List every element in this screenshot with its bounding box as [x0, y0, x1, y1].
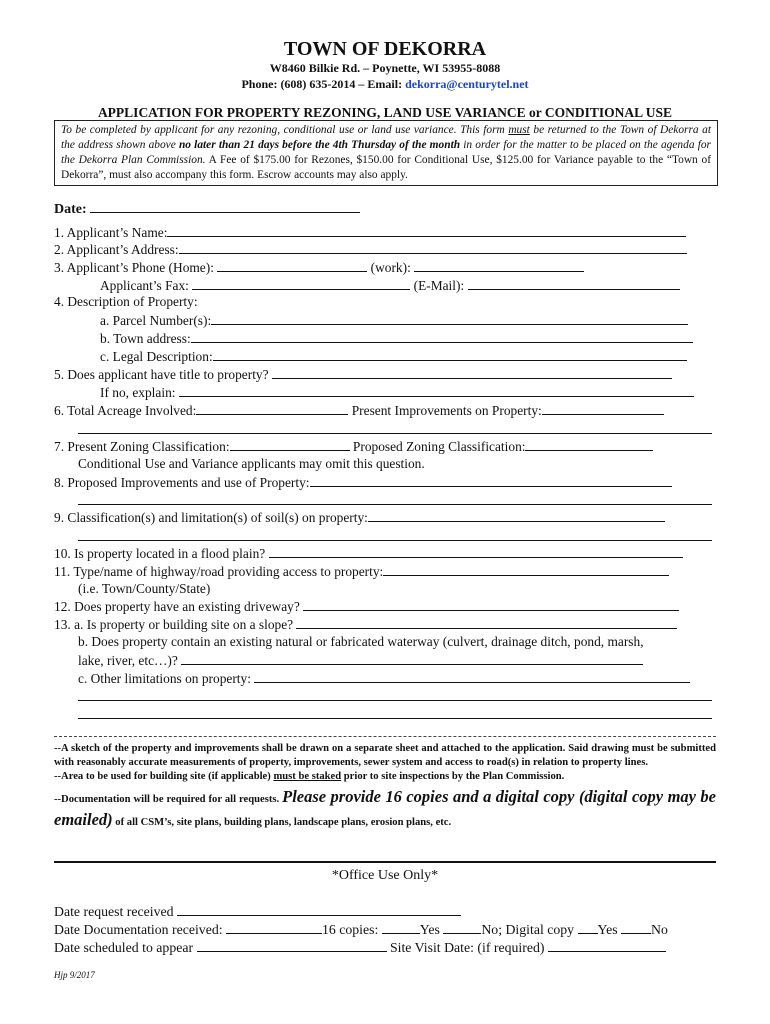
other-limitations-line-2[interactable] [78, 699, 712, 701]
email-field-blank[interactable] [468, 276, 680, 290]
title-explain-blank[interactable] [179, 383, 694, 397]
other-limitations-label: c. Other limitations on property: [78, 671, 251, 686]
intro-text-1: To be completed by applicant for any rezoning, conditional use or land use variance. This form [61, 124, 509, 136]
town-contact [0, 77, 770, 92]
town-address: W8460 Bilkie Rd. – Poynette, WI 53955-8088 [269, 61, 501, 75]
field-applicant-fax [100, 276, 680, 294]
phone-home-label: 3. Applicant’s Phone (Home): [54, 260, 214, 275]
soil-label: 9. Classification(s) and limitation(s) of soil(s) on property: [54, 510, 368, 525]
digital-copy-label: No; Digital copy [481, 922, 575, 937]
slope-blank[interactable] [296, 615, 677, 629]
field-date-scheduled [54, 938, 666, 956]
copies-label: 16 copies: [322, 922, 379, 937]
field-flood-plain [54, 544, 683, 562]
documentation-text-2: of all CSM’s, site plans, building plans, landscape plans, erosion plans, etc. [112, 817, 452, 828]
soil-extra-line[interactable] [78, 539, 712, 541]
proposed-improvements-blank[interactable] [310, 473, 672, 487]
site-visit-blank[interactable] [548, 938, 666, 952]
parcel-blank[interactable] [211, 311, 688, 325]
fax-blank[interactable] [192, 276, 410, 290]
staking-text-2: prior to site inspections by the Plan Commission. [341, 771, 565, 782]
soil-blank[interactable] [368, 508, 665, 522]
staking-note [54, 770, 716, 784]
field-applicant-name [54, 223, 686, 241]
waterway-blank[interactable] [181, 651, 643, 665]
site-visit-label: Site Visit Date: (if required) [389, 940, 545, 955]
slope-label: 13. a. Is property or building site on a slope? [54, 617, 294, 632]
parcel-label: a. Parcel Number(s): [100, 313, 212, 328]
town-title: TOWN OF DEKORRA [283, 38, 487, 60]
improvements-extra-line[interactable] [78, 432, 712, 434]
field-acreage [54, 401, 664, 419]
field-proposed-improvements [54, 473, 672, 491]
digital-yes-blank[interactable] [578, 920, 598, 934]
date-scheduled-label: Date scheduled to appear [54, 940, 194, 955]
form-title: APPLICATION FOR PROPERTY REZONING, LAND USE VARIANCE or CONDITIONAL USE [97, 105, 673, 120]
digital-no-blank[interactable] [621, 920, 651, 934]
intro-text-2: be returned to the Town of Dekorra at the address shown above [61, 124, 711, 151]
applicant-name-blank[interactable] [167, 223, 686, 237]
revision-footer: Hjp 9/2017 [54, 970, 95, 980]
title-blank[interactable] [272, 365, 672, 379]
field-documentation-received [54, 920, 668, 938]
copies-no-blank[interactable] [443, 920, 481, 934]
intro-must: must [508, 124, 530, 136]
town-address-label: b. Town address: [100, 331, 191, 346]
requirements-notes [54, 736, 716, 833]
applicant-name-label: 1. Applicant’s Name: [54, 225, 168, 240]
email-link[interactable]: dekorra@centurytel.net [405, 77, 529, 91]
applicant-address-label: 2. Applicant’s Address: [54, 242, 179, 257]
acreage-blank[interactable] [196, 401, 348, 415]
field-waterway [78, 651, 643, 669]
applicant-address-blank[interactable] [179, 240, 687, 254]
proposed-zoning-label: Proposed Zoning Classification: [352, 439, 526, 454]
title-explain-label: If no, explain: [100, 385, 176, 400]
legal-description-label: c. Legal Description: [100, 349, 213, 364]
doc-received-blank[interactable] [226, 920, 322, 934]
proposed-improvements-extra-line[interactable] [78, 503, 712, 505]
email-field-label: (E-Mail): [413, 278, 465, 293]
documentation-note [54, 787, 716, 833]
office-divider [54, 861, 716, 863]
field-legal-description [100, 347, 687, 365]
waterway-question: b. Does property contain an existing natural or fabricated waterway (culvert, drainage ditch, pond, marsh, [78, 634, 644, 649]
digital-yes-label: Yes [597, 922, 618, 937]
office-use-heading: *Office Use Only* [331, 868, 439, 883]
sketch-note: --A sketch of the property and improvements shall be drawn on a separate sheet and attached to the application. Said drawing must be submitted with reasonably accurate measurements of property, improvements, sewer system and access to road(s) in relation to property lines. [54, 743, 716, 768]
town-address-blank[interactable] [191, 329, 693, 343]
driveway-blank[interactable] [303, 597, 679, 611]
fax-label: Applicant’s Fax: [100, 278, 189, 293]
intro-fee-text: A Fee of $175.00 for Rezones, $150.00 for Conditional Use, $125.00 for Variance payable to the “Town of Dekorra”, must also accompany this form. Escrow accounts may also apply. [61, 154, 711, 181]
staking-must: must be staked [273, 771, 342, 782]
improvements-blank[interactable] [542, 401, 664, 415]
flood-plain-label: 10. Is property located in a flood plain? [54, 546, 266, 561]
field-driveway [54, 597, 679, 615]
doc-received-label: Date Documentation received: [54, 922, 223, 937]
flood-plain-blank[interactable] [269, 544, 683, 558]
field-property-description: 4. Description of Property: [54, 294, 198, 309]
present-zoning-blank[interactable] [230, 437, 350, 451]
phone-work-blank[interactable] [414, 258, 584, 272]
documentation-copies: Please provide 16 copies and a digital copy (digital copy may be emailed) [54, 787, 717, 829]
date-scheduled-blank[interactable] [197, 938, 387, 952]
highway-note: (i.e. Town/County/State) [78, 581, 211, 596]
driveway-label: 12. Does property have an existing driveway? [54, 599, 300, 614]
date-received-blank[interactable] [177, 902, 461, 916]
phone-label: Phone: (608) 635-2014 – Email: [241, 77, 406, 91]
field-title-explain [100, 383, 694, 401]
title-label: 5. Does applicant have title to property? [54, 367, 269, 382]
date-blank[interactable] [90, 199, 360, 213]
field-applicant-address [54, 240, 687, 258]
date-label: Date: [54, 202, 87, 217]
proposed-zoning-blank[interactable] [525, 437, 653, 451]
field-other-limitations [78, 669, 690, 687]
digital-no-label: No [651, 922, 668, 937]
intro-text-3: in order for the matter to be placed on the agenda for the Dekorra Plan Commission. [61, 139, 711, 166]
copies-yes-blank[interactable] [382, 920, 420, 934]
copies-yes-label: Yes [419, 922, 440, 937]
acreage-label: 6. Total Acreage Involved: [54, 403, 197, 418]
field-title [54, 365, 672, 383]
field-applicant-phone [54, 258, 584, 276]
intro-deadline: no later than 21 days before the 4th Thursday of the month [178, 139, 461, 151]
date-received-label: Date request received [54, 904, 174, 919]
other-limitations-blank[interactable] [254, 669, 690, 683]
highway-blank[interactable] [383, 562, 669, 576]
waterway-label: lake, river, etc…)? [78, 653, 178, 668]
field-slope [54, 615, 677, 633]
proposed-improvements-label: 8. Proposed Improvements and use of Property: [54, 475, 310, 490]
legal-description-blank[interactable] [213, 347, 687, 361]
field-highway [54, 562, 669, 580]
field-present-zoning [54, 437, 653, 455]
highway-label: 11. Type/name of highway/road providing access to property: [54, 564, 384, 579]
present-zoning-label: 7. Present Zoning Classification: [54, 439, 230, 454]
field-parcel-number [100, 311, 688, 329]
date-field [54, 199, 360, 218]
field-town-address [100, 329, 693, 347]
improvements-label: Present Improvements on Property: [351, 403, 542, 418]
phone-home-blank[interactable] [217, 258, 367, 272]
phone-work-label: (work): [370, 260, 411, 275]
staking-text-1: --Area to be used for building site (if applicable) [54, 771, 274, 782]
zoning-note: Conditional Use and Variance applicants may omit this question. [78, 456, 425, 471]
field-date-received [54, 902, 461, 920]
documentation-text-1: --Documentation will be required for all requests. [54, 794, 283, 805]
field-soil-classification [54, 508, 665, 526]
intro-box [54, 120, 718, 186]
other-limitations-line-3[interactable] [78, 717, 712, 719]
